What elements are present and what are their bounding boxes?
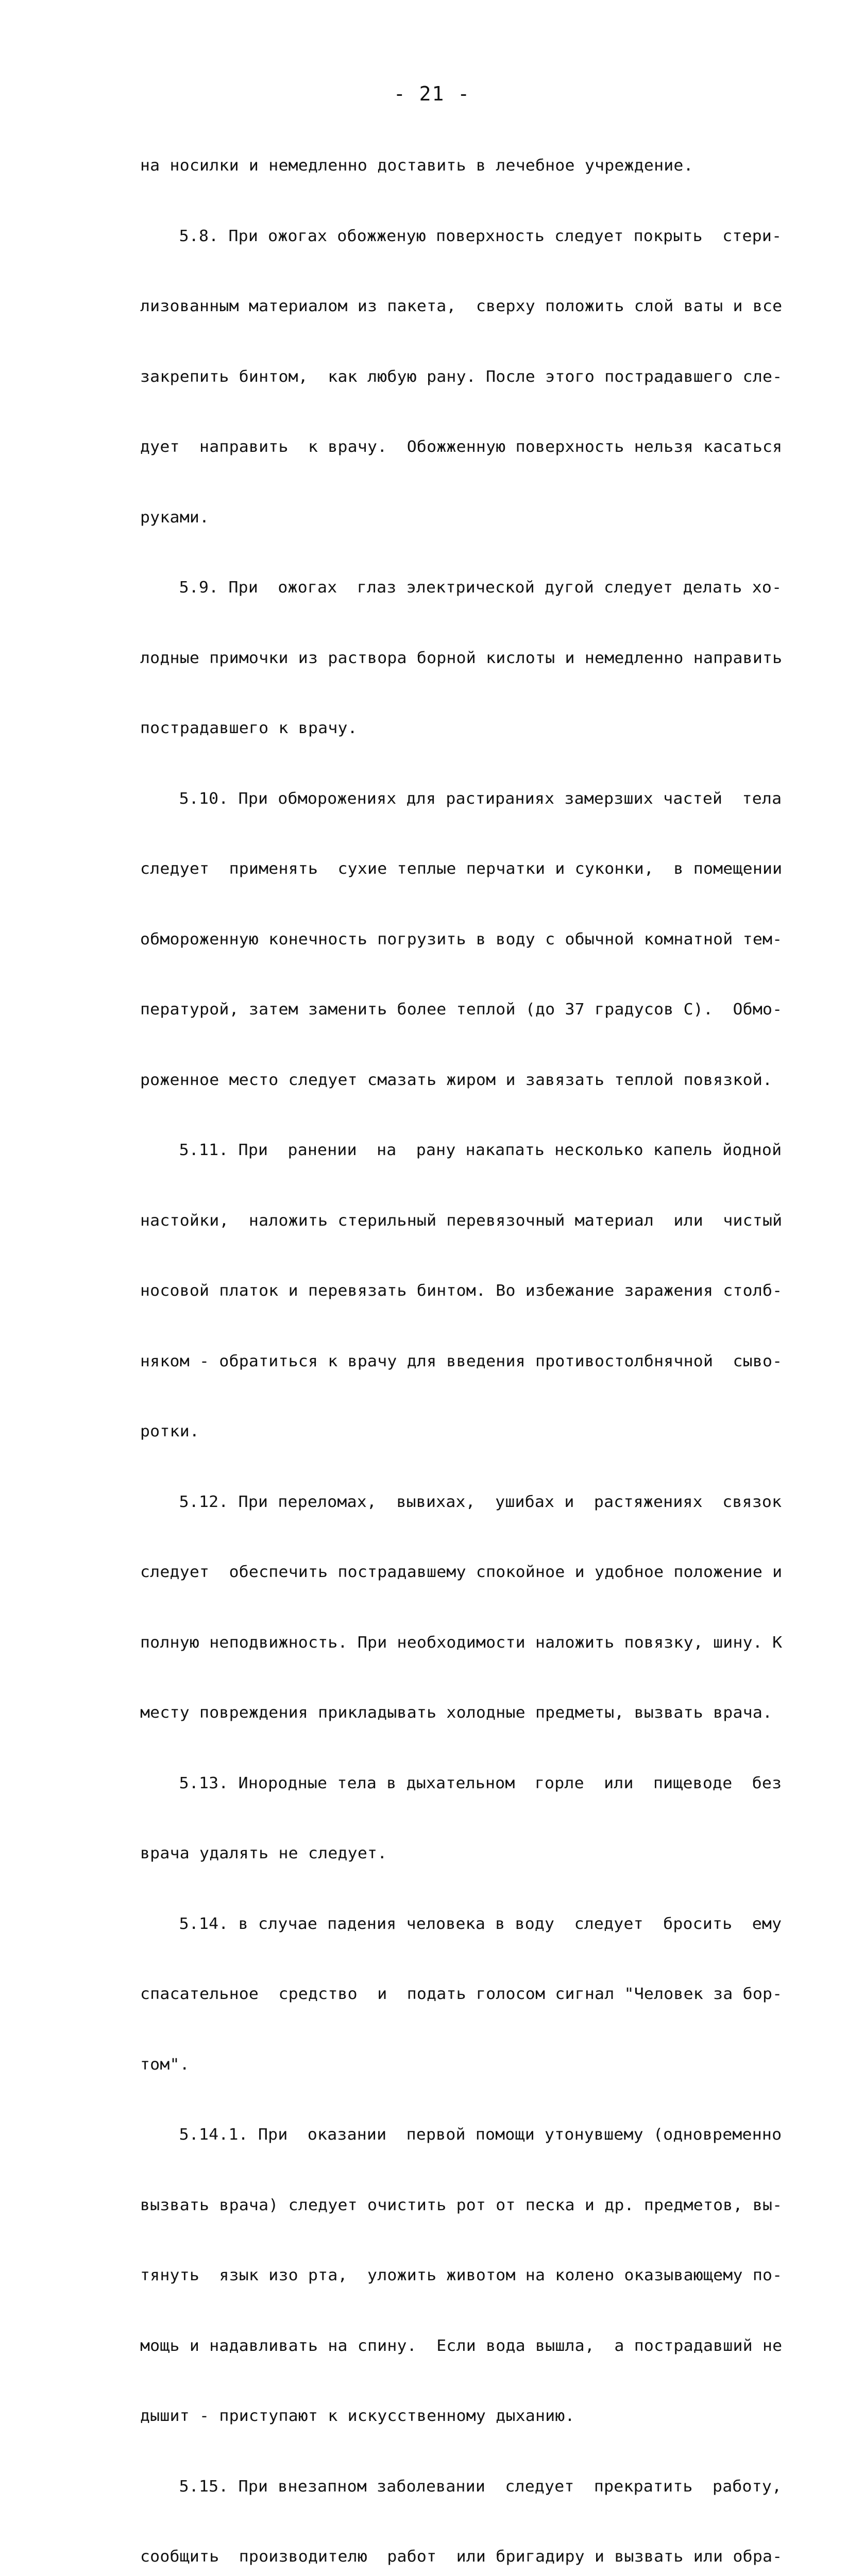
text-line: ротки.	[140, 1422, 200, 1440]
text-line: том".	[140, 2055, 190, 2074]
text-line: мощь и надавливать на спину. Если вода вышла, а пострадавший не	[140, 2336, 783, 2355]
text-line: спасательное средство и подать голосом сигнал "Человек за бор-	[140, 1985, 783, 2003]
text-line: няком - обратиться к врачу для введения противостолбнячной сыво-	[140, 1352, 783, 1370]
text-line: сообщить производителю работ или бригадиру и вызвать или обра-	[140, 2548, 783, 2566]
text-line: обмороженную конечность погрузить в воду с обычной комнатной тем-	[140, 930, 783, 948]
text-line: роженное место следует смазать жиром и завязать теплой повязкой.	[140, 1071, 773, 1089]
paragraph-5-14: 5.14. в случае падения человека в воду следует бросить ему	[179, 1914, 782, 1933]
paragraph-5-14-1: 5.14.1. При оказании первой помощи утонувшему (одновременно	[179, 2126, 782, 2144]
paragraph-5-13: 5.13. Инородные тела в дыхательном горле или пищеводе без	[179, 1774, 782, 1792]
text-line: следует обеспечить пострадавшему спокойное и удобное положение и	[140, 1563, 783, 1581]
body-text	[140, 107, 783, 2576]
text-line: пострадавшего к врачу.	[140, 719, 358, 737]
text-line: носовой платок и перевязать бинтом. Во избежание заражения столб-	[140, 1282, 783, 1300]
paragraph-5-8: 5.8. При ожогах обожженую поверхность следует покрыть стери-	[179, 227, 782, 245]
text-line: пературой, затем заменить более теплой (до 37 градусов С). Обмо-	[140, 1001, 783, 1019]
paragraph-5-11: 5.11. При ранении на рану накапать несколько капель йодной	[179, 1141, 782, 1159]
paragraph-5-9: 5.9. При ожогах глаз электрической дугой следует делать хо-	[179, 579, 782, 597]
paragraph-5-12: 5.12. При переломах, вывихах, ушибах и растяжениях связок	[179, 1493, 782, 1511]
paragraph-5-10: 5.10. При обморожениях для растираниях замерзших частей тела	[179, 789, 782, 808]
text-line: полную неподвижность. При необходимости наложить повязку, шину. К	[140, 1633, 783, 1652]
text-line: на носилки и немедленно доставить в лечебное учреждение.	[140, 157, 693, 175]
text-line: врача удалять не следует.	[140, 1844, 387, 1862]
text-line: месту повреждения прикладывать холодные предметы, вызвать врача.	[140, 1704, 773, 1722]
text-line: вызвать врача) следует очистить рот от песка и др. предметов, вы-	[140, 2196, 783, 2214]
text-line: лодные примочки из раствора борной кислоты и немедленно направить	[140, 649, 783, 667]
text-line: тянуть язык изо рта, уложить животом на колено оказывающему по-	[140, 2266, 783, 2284]
text-line: дышит - приступают к искусственному дыханию.	[140, 2407, 575, 2425]
paragraph-5-15: 5.15. При внезапном заболевании следует прекратить работу,	[179, 2477, 782, 2496]
text-line: закрепить бинтом, как любую рану. После этого пострадавшего сле-	[140, 367, 783, 386]
text-line: дует направить к врачу. Обожженную поверхность нельзя касаться	[140, 438, 783, 456]
text-line: настойки, наложить стерильный перевязочный материал или чистый	[140, 1211, 783, 1230]
text-line: лизованным материалом из пакета, сверху положить слой ваты и все	[140, 297, 783, 315]
text-line: руками.	[140, 508, 210, 527]
text-line: следует применять сухие теплые перчатки и суконки, в помещении	[140, 860, 783, 878]
page-number: - 21 -	[393, 82, 471, 105]
